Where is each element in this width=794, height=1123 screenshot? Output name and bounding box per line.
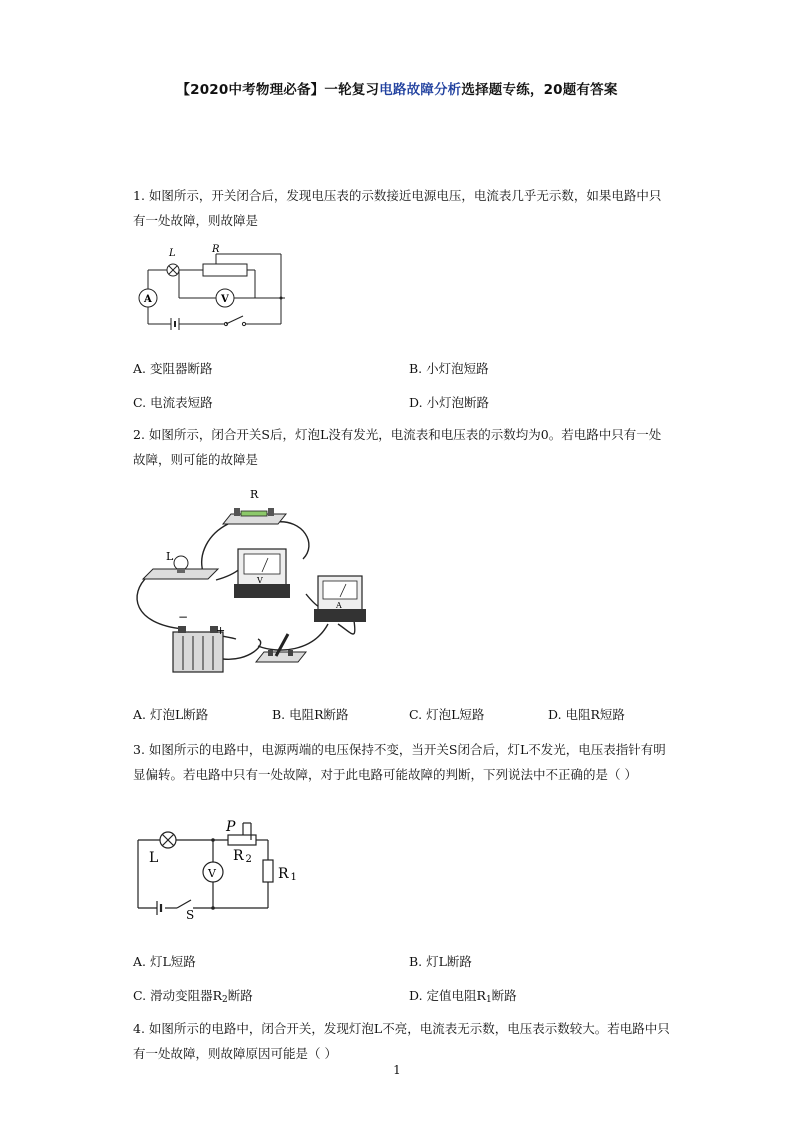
title-prefix: 【2020中考物理必备】一轮复习 [176,82,380,98]
page-number: 1 [393,1063,401,1077]
title-highlight: 电路故障分析 [379,82,462,98]
question-2-physical-circuit [128,484,368,674]
question-2-option-b: B. 电阻R断路 [272,707,349,722]
q2-ammeter [314,576,366,622]
title-suffix: 选择题专练，20题有答案 [461,82,618,98]
question-1-option-d: D. 小灯泡断路 [409,395,490,410]
q2-voltmeter-label: V [257,576,263,585]
question-3-option-d: D. 定值电阻$R_1$断路 [409,988,517,1005]
q1-resistor-label: R [212,244,220,255]
question-1-stem: 1. 如图所示，开关闭合后，发现电压表的示数接近电源电压，电流表几乎无示数，如果电路中只有一处故障，则故障是 [133,188,662,228]
q3-r2-label: R 2 [233,848,252,865]
q2-resistor-label: R [250,488,259,501]
question-1-circuit-diagram [133,242,293,332]
question-1-option-a: A. 变阻器断路 [133,361,213,376]
question-3-option-c: C. 滑动变阻器$R_2$断路 [133,988,253,1005]
question-2-option-a: A. 灯泡L断路 [133,707,209,722]
q3-voltmeter-label: V [208,867,216,880]
q1-ammeter-label: A [144,294,152,305]
question-2-option-c: C. 灯泡L短路 [409,707,485,722]
question-1-option-b: B. 小灯泡短路 [409,361,489,376]
q2-resistor-board [223,508,286,524]
q1-voltmeter-label: V [221,294,229,305]
q3-r1-label: R 1 [278,866,297,883]
q2-lamp-board [143,556,218,579]
page-title [0,78,794,98]
question-2-stem: 2. 如图所示，闭合开关S后，灯泡L没有发光，电流表和电压表的示数均为0。若电路中只有一处故障，则可能的故障是 [133,427,662,467]
q3-slider-label: P [226,819,236,835]
question-2-option-d: D. 电阻R短路 [548,707,625,722]
question-3-stem: 3. 如图所示的电路中，电源两端的电压保持不变，当开关S闭合后，灯L不发光，电压表指针有明显偏转。若电路中只有一处故障，对于此电路可能故障的判断，下列说法中不正确的是（ ） [133,742,666,782]
q2-lamp-label: L [166,550,174,563]
question-3-option-b: B. 灯L断路 [409,954,472,969]
q2-ammeter-label: A [336,601,342,610]
q2-battery-plus: + [216,624,226,637]
q1-lamp-label: L [169,248,176,259]
question-3-option-a: A. 灯L短路 [133,954,196,969]
q3-lamp-label: L [149,850,159,866]
question-1-option-c: C. 电流表短路 [133,395,213,410]
q3-switch-label: S [186,908,195,922]
q2-battery-minus: − [178,610,189,624]
question-4-stem: 4. 如图所示的电路中，闭合开关，发现灯泡L不亮，电流表无示数，电压表示数较大。若电路中只有一处故障，则故障原因可能是（ ） [133,1021,670,1061]
question-3-circuit-diagram [133,818,313,923]
q2-voltmeter [234,549,290,598]
